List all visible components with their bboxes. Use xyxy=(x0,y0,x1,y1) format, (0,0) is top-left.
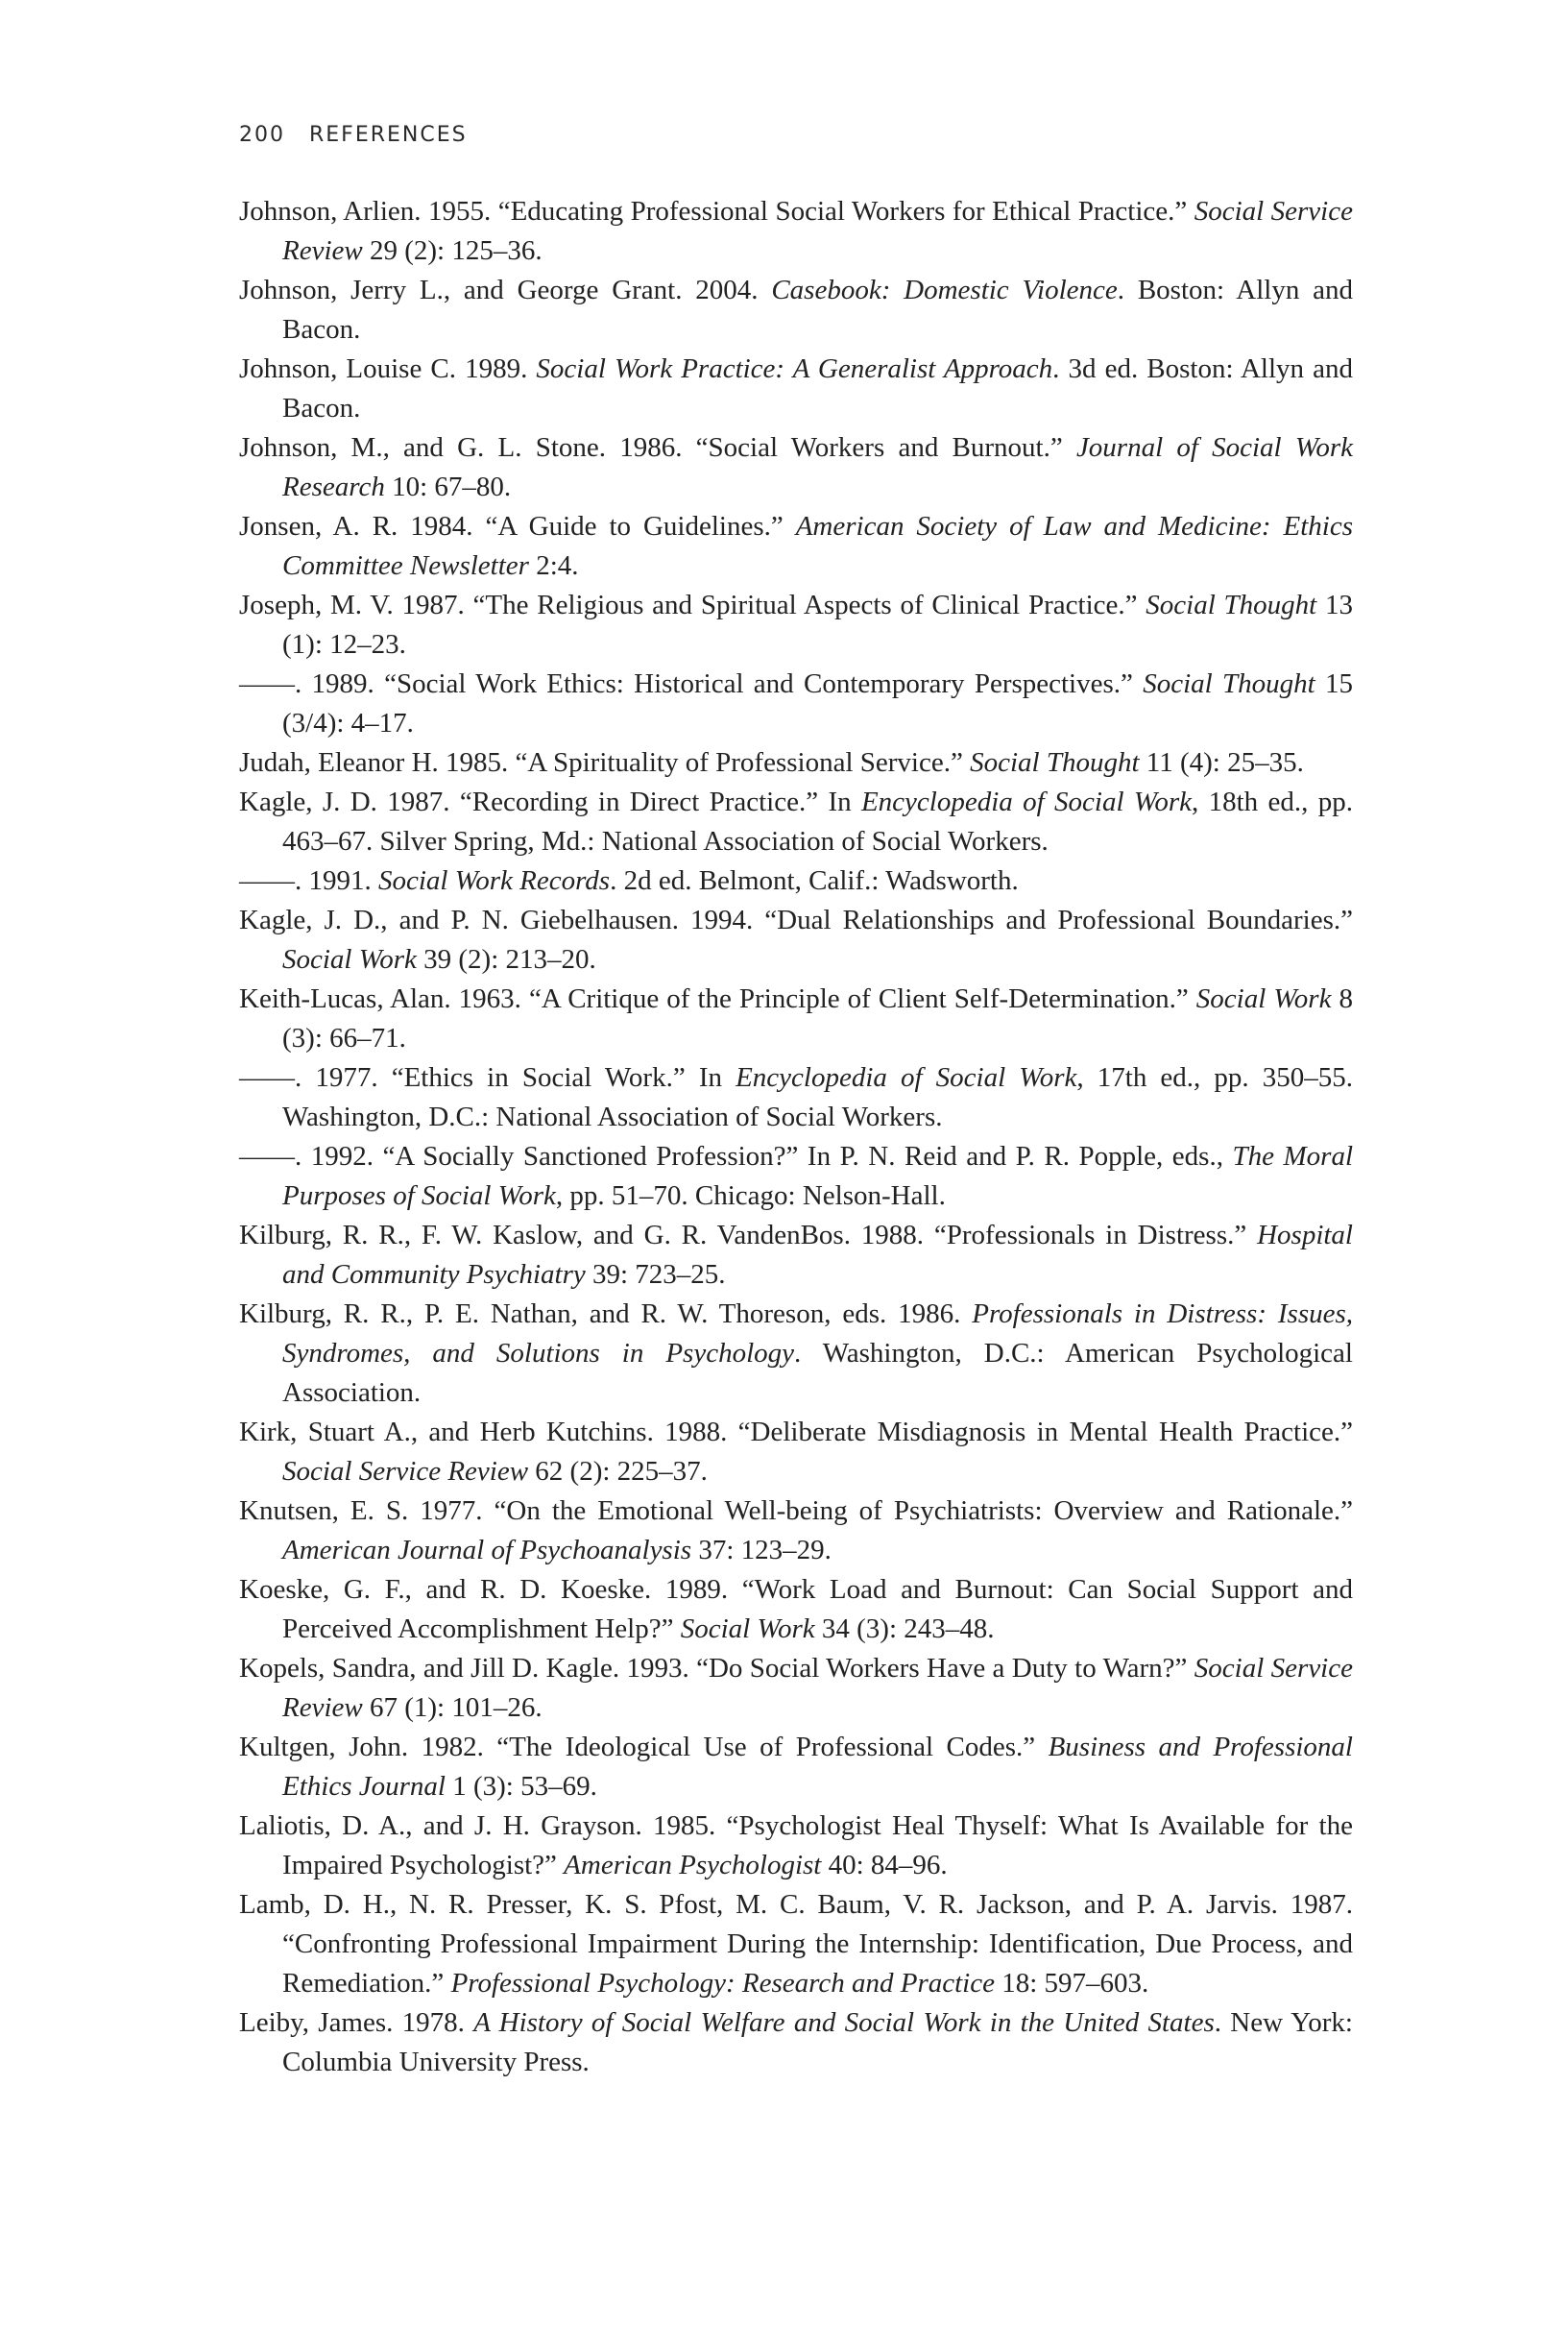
running-head xyxy=(239,123,468,147)
reference-title-italic: American Psychologist xyxy=(564,1850,822,1880)
reference-text: Kilburg, R. R., F. W. Kaslow, and G. R. VandenBos. 1988. “Professionals in Distress.” xyxy=(239,1220,1258,1250)
reference-title-italic: Journal of Social Work Research xyxy=(282,432,1353,502)
reference-entry xyxy=(239,783,1353,861)
page-number: 200 xyxy=(239,123,285,147)
reference-title-italic: Social Work Practice: A Generalist Approach xyxy=(536,353,1053,384)
reference-text: 10: 67–80. xyxy=(384,472,512,502)
reference-entry xyxy=(239,1570,1353,1649)
reference-text: . 2d ed. Belmont, Calif.: Wadsworth. xyxy=(610,865,1019,896)
reference-entry xyxy=(239,271,1353,350)
reference-title-italic: Social Work xyxy=(282,944,417,975)
reference-text: 29 (2): 125–36. xyxy=(362,235,543,266)
reference-text: Johnson, Louise C. 1989. xyxy=(239,353,537,384)
reference-text: ——. 1992. “A Socially Sanctioned Profession?” In P. N. Reid and P. R. Popple, eds., xyxy=(239,1141,1233,1172)
reference-title-italic: Encyclopedia of Social Work xyxy=(860,787,1193,817)
reference-text: 39 (2): 213–20. xyxy=(416,944,596,975)
reference-text: Joseph, M. V. 1987. “The Religious and Spiritual Aspects of Clinical Practice.” xyxy=(239,590,1146,620)
reference-entry xyxy=(239,1216,1353,1295)
reference-text: Johnson, M., and G. L. Stone. 1986. “Social Workers and Burnout.” xyxy=(239,432,1076,463)
reference-entry xyxy=(239,1728,1353,1806)
section-title: REFERENCES xyxy=(309,123,468,147)
reference-entry xyxy=(239,1413,1353,1491)
reference-text: 34 (3): 243–48. xyxy=(814,1613,995,1644)
reference-title-italic: A History of Social Welfare and Social Work in the United States xyxy=(473,2007,1215,2038)
reference-entry xyxy=(239,350,1353,428)
reference-text: Judah, Eleanor H. 1985. “A Spirituality of Professional Service.” xyxy=(239,747,971,778)
reference-entry xyxy=(239,980,1353,1058)
reference-text: , 18th ed., pp. 463–67. Silver Spring, Md.: National Association of Social Workers. xyxy=(282,787,1354,857)
reference-title-italic: Social Service Review xyxy=(282,1456,529,1487)
reference-entry xyxy=(239,1295,1353,1413)
reference-text: Kultgen, John. 1982. “The Ideological Use of Professional Codes.” xyxy=(239,1732,1049,1762)
reference-text: Laliotis, D. A., and J. H. Grayson. 1985. “Psychologist Heal Thyself: What Is Available for the Impaired Psychologist?” xyxy=(239,1810,1353,1880)
reference-text: Johnson, Jerry L., and George Grant. 2004. xyxy=(239,275,772,305)
reference-title-italic: Social Service Review xyxy=(282,1653,1353,1723)
reference-entry xyxy=(239,192,1353,271)
reference-title-italic: Social Thought xyxy=(1146,590,1317,620)
reference-text: 37: 123–29. xyxy=(691,1535,832,1565)
reference-text: Kirk, Stuart A., and Herb Kutchins. 1988. “Deliberate Misdiagnosis in Mental Health Practice.” xyxy=(239,1417,1353,1447)
reference-text: Kilburg, R. R., P. E. Nathan, and R. W. Thoreson, eds. 1986. xyxy=(239,1298,973,1329)
reference-title-italic: Social Thought xyxy=(1143,668,1315,699)
reference-text: Keith-Lucas, Alan. 1963. “A Critique of the Principle of Client Self-Determination.” xyxy=(239,983,1196,1014)
reference-entry xyxy=(239,2003,1353,2082)
reference-entry xyxy=(239,1649,1353,1728)
reference-text: Johnson, Arlien. 1955. “Educating Professional Social Workers for Ethical Practice.” xyxy=(239,196,1194,227)
reference-title-italic: Professional Psychology: Research and Practice xyxy=(450,1968,995,1999)
reference-title-italic: Hospital and Community Psychiatry xyxy=(282,1220,1353,1290)
reference-entry xyxy=(239,665,1353,743)
reference-text: Koeske, G. F., and R. D. Koeske. 1989. “Work Load and Burnout: Can Social Support and Perceived Accomplishment Help?” xyxy=(239,1574,1353,1644)
reference-title-italic: Business and Professional Ethics Journal xyxy=(282,1732,1353,1802)
reference-entry xyxy=(239,1885,1353,2003)
reference-text: ——. 1989. “Social Work Ethics: Historical and Contemporary Perspectives.” xyxy=(239,668,1144,699)
reference-text: 40: 84–96. xyxy=(821,1850,948,1880)
reference-text: . Washington, D.C.: American Psychological Association. xyxy=(282,1338,1353,1408)
reference-entry xyxy=(239,1058,1353,1137)
reference-entry xyxy=(239,901,1353,980)
reference-text: Leiby, James. 1978. xyxy=(239,2007,474,2038)
reference-title-italic: Social Work xyxy=(680,1613,815,1644)
reference-title-italic: Social Thought xyxy=(970,747,1140,778)
reference-entry xyxy=(239,1137,1353,1216)
reference-text: Kagle, J. D. 1987. “Recording in Direct Practice.” In xyxy=(239,787,861,817)
reference-title-italic: American Society of Law and Medicine: Ethics Committee Newsletter xyxy=(282,511,1354,581)
reference-list xyxy=(239,192,1353,2082)
reference-text: 15 (3/4): 4–17. xyxy=(282,668,1354,739)
reference-text: 18: 597–603. xyxy=(994,1968,1149,1999)
reference-title-italic: Encyclopedia of Social Work xyxy=(736,1062,1077,1093)
reference-title-italic: Social Service Review xyxy=(282,196,1353,266)
reference-text: Lamb, D. H., N. R. Presser, K. S. Pfost, M. C. Baum, V. R. Jackson, and P. A. Jarvis. 1987. “Confronting Professional Impairment During the Internship: Identification, Due Process, and Remediation.” xyxy=(239,1889,1353,1999)
reference-text: 11 (4): 25–35. xyxy=(1139,747,1304,778)
reference-entry xyxy=(239,507,1353,586)
reference-text: Kagle, J. D., and P. N. Giebelhausen. 1994. “Dual Relationships and Professional Boundaries.” xyxy=(239,905,1353,935)
reference-text: Kopels, Sandra, and Jill D. Kagle. 1993. “Do Social Workers Have a Duty to Warn?” xyxy=(239,1653,1194,1684)
reference-title-italic: The Moral Purposes of Social Work xyxy=(282,1141,1354,1211)
reference-title-italic: Social Work xyxy=(1195,983,1332,1014)
reference-text: 1 (3): 53–69. xyxy=(445,1771,597,1802)
reference-text: 67 (1): 101–26. xyxy=(362,1692,543,1723)
reference-text: Knutsen, E. S. 1977. “On the Emotional Well-being of Psychiatrists: Overview and Rationale.” xyxy=(239,1495,1353,1526)
reference-text: ——. 1977. “Ethics in Social Work.” In xyxy=(239,1062,736,1093)
reference-text: ——. 1991. xyxy=(239,865,378,896)
reference-text: 39: 723–25. xyxy=(585,1259,726,1290)
reference-text: , 17th ed., pp. 350–55. Washington, D.C.: National Association of Social Workers. xyxy=(282,1062,1353,1132)
reference-text: 62 (2): 225–37. xyxy=(528,1456,708,1487)
reference-entry xyxy=(239,428,1353,507)
reference-title-italic: Casebook: Domestic Violence xyxy=(771,275,1118,305)
reference-text: 8 (3): 66–71. xyxy=(282,983,1354,1054)
reference-title-italic: American Journal of Psychoanalysis xyxy=(282,1535,692,1565)
reference-text: 2:4. xyxy=(528,550,579,581)
reference-entry xyxy=(239,743,1353,783)
reference-title-italic: Professionals in Distress: Issues, Syndromes, and Solutions in Psychology xyxy=(282,1298,1354,1369)
reference-entry xyxy=(239,861,1353,901)
reference-entry xyxy=(239,1806,1353,1885)
reference-text: . 3d ed. Boston: Allyn and Bacon. xyxy=(282,353,1353,424)
reference-text: , pp. 51–70. Chicago: Nelson-Hall. xyxy=(555,1180,946,1211)
reference-text: . New York: Columbia University Press. xyxy=(282,2007,1353,2077)
reference-text: Jonsen, A. R. 1984. “A Guide to Guidelines.” xyxy=(239,511,796,542)
reference-text: 13 (1): 12–23. xyxy=(282,590,1354,660)
reference-text: . Boston: Allyn and Bacon. xyxy=(282,275,1353,345)
reference-entry xyxy=(239,586,1353,665)
reference-entry xyxy=(239,1491,1353,1570)
reference-title-italic: Social Work Records xyxy=(378,865,611,896)
